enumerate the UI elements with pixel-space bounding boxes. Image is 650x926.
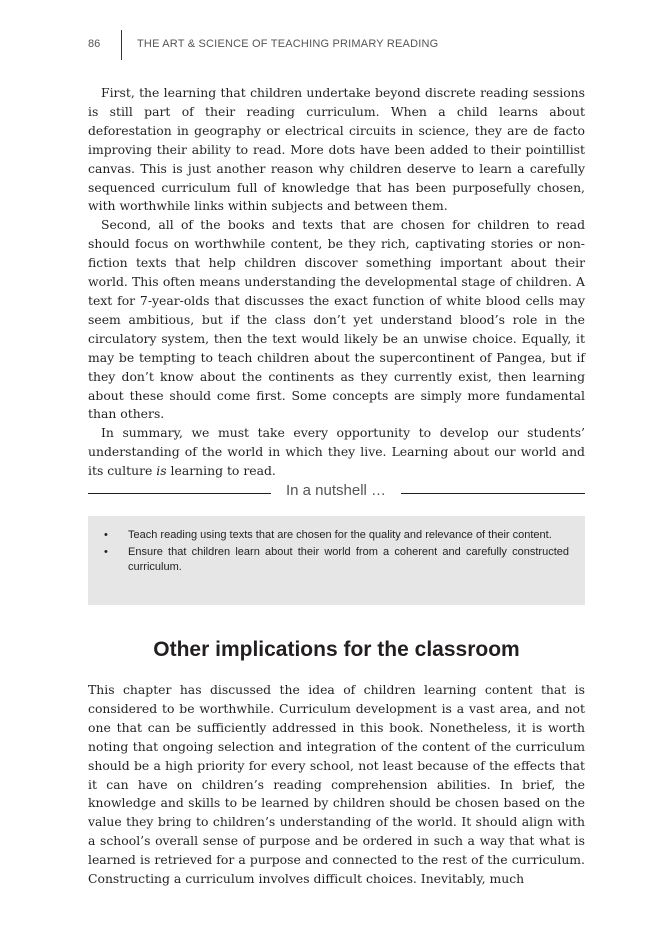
- nutshell-rule-left: [88, 493, 271, 494]
- paragraph-summary: [88, 424, 585, 481]
- header-divider: [121, 30, 122, 60]
- page-header: [0, 0, 650, 70]
- body-text-bottom: [88, 681, 585, 889]
- paragraph-text: First, the learning that children undertake beyond discrete reading sessions is still part of their reading curriculum. When a child learns about deforestation in geography or electrical circuits in science, they are de facto improving their ability to read. More dots have been added to their pointillist canvas. This is just another reason why children deserve to learn a carefully sequenced curriculum full of knowledge that has been purposefully chosen, with worthwhile links within subjects and between them.: [88, 85, 585, 214]
- bullet-icon: •: [104, 545, 108, 558]
- paragraph-second: [88, 216, 585, 424]
- paragraph-section: This chapter has discussed the idea of children learning content that is considered to be worthwhile. Curriculum development is a vast area, and not one that can be sufficiently addressed in this book. Nonetheless, it is worth noting that ongoing selection and integration of the content of the curriculum should be a high priority for every school, not least because of the effects that it can have on children’s reading comprehension abilities. In brief, the knowledge and skills to be learned by children should be chosen based on the value they bring to children’s understanding of the world. It should align with a school’s overall sense of purpose and be ordered in such a way that what is learned is retrieved for a purpose and connected to the rest of the curriculum. Constructing a curriculum involves difficult choices. Inevitably, much: [88, 682, 585, 887]
- bullet-icon: •: [104, 529, 108, 541]
- nutshell-list: [104, 528, 569, 576]
- paragraph-first: [88, 84, 585, 216]
- paragraph-text-end: learning to read.: [166, 463, 276, 479]
- page-number: 86: [88, 38, 101, 50]
- nutshell-box: [88, 516, 585, 605]
- running-head: THE ART & SCIENCE OF TEACHING PRIMARY READING: [137, 38, 439, 50]
- body-text-top: [88, 84, 585, 481]
- nutshell-heading: [88, 480, 585, 506]
- list-item-text: Teach reading using texts that are chosen for the quality and relevance of their content.: [128, 529, 552, 541]
- paragraph-text: In summary, we must take every opportunity to develop our students’ understanding of the world in which they live. Learning about our world and its culture: [88, 425, 585, 479]
- list-item: [104, 528, 569, 544]
- paragraph-text: Second, all of the books and texts that are chosen for children to read should focus on worthwhile content, be they rich, captivating stories or non-fiction texts that help children discover something important about their world. This often means understanding the developmental stage of children. A text for 7-year-olds that discusses the exact function of white blood cells may seem ambitious, but if the class don’t yet understand blood’s role in the circulatory system, then the text would likely be an unwise choice. Equally, it may be tempting to teach children about the supercontinent of Pangea, but if they don’t know about the continents as they currently exist, then learning about these should come first. Some concepts are simply more fundamental than others.: [88, 217, 585, 422]
- section-heading: Other implications for the classroom: [153, 638, 520, 661]
- nutshell-title: In a nutshell …: [285, 482, 387, 499]
- nutshell-rule-right: [401, 493, 585, 494]
- list-item: [104, 545, 569, 576]
- emphasis-text: is: [156, 463, 167, 479]
- list-item-text: Ensure that children learn about their world from a coherent and carefully constructed curriculum.: [128, 545, 569, 573]
